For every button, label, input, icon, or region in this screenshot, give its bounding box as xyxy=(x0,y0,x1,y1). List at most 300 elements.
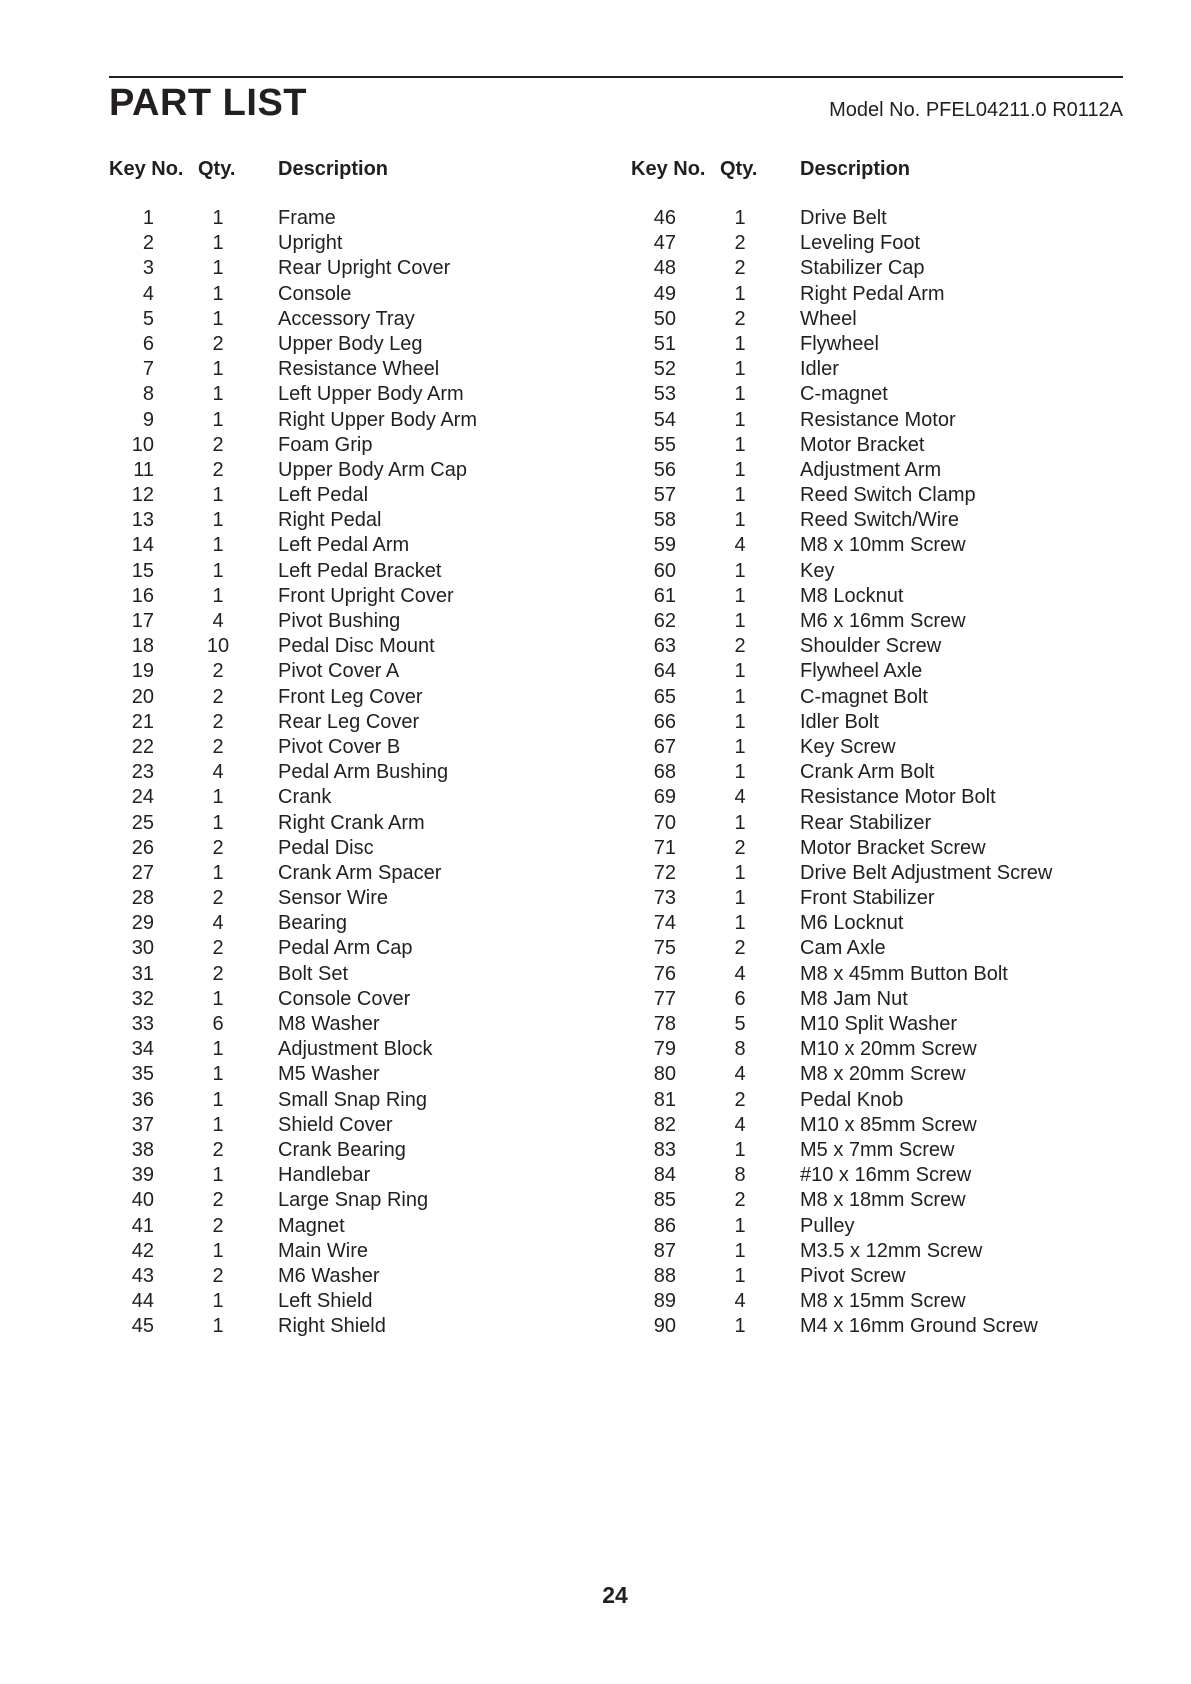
part-qty: 8 xyxy=(734,1164,746,1187)
part-row xyxy=(631,1264,1101,1289)
part-key-no: 55 xyxy=(653,433,676,456)
part-row xyxy=(109,861,579,886)
part-row xyxy=(109,710,579,735)
part-key-no: 64 xyxy=(653,660,676,683)
part-row xyxy=(631,861,1101,886)
part-qty: 1 xyxy=(734,887,746,910)
part-description: Rear Stabilizer xyxy=(800,811,932,834)
part-qty: 2 xyxy=(212,710,224,733)
part-qty: 4 xyxy=(212,761,224,784)
part-key-no: 27 xyxy=(131,861,154,884)
part-key-no: 78 xyxy=(653,1013,676,1035)
part-key-no: 20 xyxy=(131,685,154,708)
part-description: M6 Washer xyxy=(278,1264,380,1287)
part-description: Left Pedal Arm xyxy=(278,534,410,557)
part-description: Frame xyxy=(278,207,336,229)
model-number: Model No. PFEL04211.0 R0112A xyxy=(829,99,1123,121)
part-row xyxy=(109,785,579,810)
part-qty: 2 xyxy=(734,635,746,658)
part-qty: 1 xyxy=(212,1088,224,1111)
part-key-no: 9 xyxy=(142,408,154,431)
part-qty: 1 xyxy=(212,1038,224,1061)
part-key-no: 80 xyxy=(653,1063,676,1086)
part-description: Rear Upright Cover xyxy=(278,257,451,280)
part-row xyxy=(109,987,579,1012)
part-qty: 1 xyxy=(212,358,224,381)
part-qty: 1 xyxy=(734,332,746,355)
part-qty: 1 xyxy=(212,509,224,532)
header-key-no: Key No. xyxy=(631,158,706,180)
part-key-no: 66 xyxy=(653,710,676,733)
part-qty: 1 xyxy=(212,861,224,884)
part-row xyxy=(109,1037,579,1062)
part-qty: 1 xyxy=(212,408,224,431)
part-key-no: 17 xyxy=(131,610,154,632)
part-key-no: 90 xyxy=(653,1315,676,1338)
part-description: Pivot Cover A xyxy=(278,660,400,683)
part-qty: 2 xyxy=(212,1214,224,1237)
part-key-no: 42 xyxy=(131,1239,154,1262)
part-key-no: 56 xyxy=(653,458,676,481)
part-row xyxy=(631,962,1101,987)
part-key-no: 31 xyxy=(131,962,154,985)
part-row xyxy=(631,659,1101,684)
part-row xyxy=(109,1062,579,1087)
part-qty: 1 xyxy=(734,358,746,381)
header-qty: Qty. xyxy=(720,158,758,180)
part-description: Bearing xyxy=(278,912,347,935)
part-row xyxy=(109,307,579,332)
part-description: Shield Cover xyxy=(278,1113,393,1136)
part-qty: 2 xyxy=(212,685,224,708)
part-qty: 1 xyxy=(212,811,224,834)
part-description: M8 x 20mm Screw xyxy=(800,1063,966,1086)
part-key-no: 1 xyxy=(142,207,154,229)
part-description: Small Snap Ring xyxy=(278,1088,427,1111)
part-description: Reed Switch Clamp xyxy=(800,484,976,507)
part-qty: 2 xyxy=(212,433,224,456)
part-description: Stabilizer Cap xyxy=(800,257,925,280)
part-description: Flywheel Axle xyxy=(800,660,923,683)
part-description: Pedal Disc xyxy=(278,836,374,859)
part-row xyxy=(631,760,1101,785)
part-qty: 1 xyxy=(734,660,746,683)
part-key-no: 84 xyxy=(653,1164,676,1187)
part-qty: 1 xyxy=(212,232,224,255)
part-key-no: 19 xyxy=(131,660,154,683)
part-description: Sensor Wire xyxy=(278,887,389,910)
part-description: Upper Body Leg xyxy=(278,332,423,355)
part-key-no: 36 xyxy=(131,1088,154,1111)
part-description: Crank xyxy=(278,786,332,809)
part-description: Pedal Disc Mount xyxy=(278,635,435,658)
part-qty: 1 xyxy=(212,584,224,607)
part-description: Front Upright Cover xyxy=(278,584,454,607)
parts-column-left xyxy=(109,158,579,1339)
part-description: M4 x 16mm Ground Screw xyxy=(800,1315,1038,1338)
part-description: C-magnet xyxy=(800,383,888,406)
part-qty: 1 xyxy=(734,685,746,708)
part-key-no: 81 xyxy=(653,1088,676,1111)
part-row xyxy=(109,559,579,584)
part-row xyxy=(631,458,1101,483)
part-description: Leveling Foot xyxy=(800,232,921,255)
part-qty: 10 xyxy=(206,635,230,658)
part-description: Accessory Tray xyxy=(278,307,415,330)
part-key-no: 3 xyxy=(142,257,154,280)
part-description: Right Upper Body Arm xyxy=(278,408,477,431)
part-row xyxy=(109,231,579,256)
part-qty: 1 xyxy=(212,307,224,330)
part-qty: 1 xyxy=(734,710,746,733)
part-row xyxy=(631,785,1101,810)
part-qty: 2 xyxy=(212,735,224,758)
part-description: Pulley xyxy=(800,1214,855,1237)
part-key-no: 53 xyxy=(653,383,676,406)
part-key-no: 28 xyxy=(131,887,154,910)
part-description: Shoulder Screw xyxy=(800,635,942,658)
part-row xyxy=(631,559,1101,584)
part-key-no: 69 xyxy=(653,786,676,809)
part-key-no: 11 xyxy=(133,458,154,481)
part-row xyxy=(109,584,579,609)
part-description: Pedal Arm Cap xyxy=(278,937,413,960)
part-key-no: 30 xyxy=(131,937,154,960)
part-row xyxy=(109,1138,579,1163)
part-key-no: 8 xyxy=(142,383,154,406)
part-qty: 2 xyxy=(734,307,746,330)
part-row xyxy=(109,962,579,987)
part-description: Pedal Knob xyxy=(800,1088,904,1111)
part-description: Left Pedal Bracket xyxy=(278,559,442,582)
part-key-no: 34 xyxy=(131,1038,154,1061)
part-key-no: 47 xyxy=(653,232,676,255)
part-key-no: 82 xyxy=(653,1113,676,1136)
part-key-no: 46 xyxy=(653,207,676,229)
part-key-no: 79 xyxy=(653,1038,676,1061)
part-key-no: 18 xyxy=(131,635,154,658)
part-description: Crank Arm Spacer xyxy=(278,861,442,884)
part-qty: 2 xyxy=(734,257,746,280)
part-description: Key Screw xyxy=(800,735,896,758)
part-qty: 1 xyxy=(734,458,746,481)
part-key-no: 16 xyxy=(131,584,154,607)
part-row xyxy=(109,433,579,458)
part-description: Key xyxy=(800,559,835,582)
part-key-no: 43 xyxy=(131,1264,154,1287)
part-qty: 1 xyxy=(212,1063,224,1086)
part-row xyxy=(631,408,1101,433)
part-description: Resistance Wheel xyxy=(278,358,440,381)
part-key-no: 57 xyxy=(653,484,676,507)
part-qty: 1 xyxy=(734,584,746,607)
part-row xyxy=(631,1012,1101,1037)
part-qty: 2 xyxy=(734,836,746,859)
part-qty: 1 xyxy=(734,761,746,784)
part-key-no: 2 xyxy=(142,232,154,255)
part-row xyxy=(631,1314,1101,1339)
part-description: M5 Washer xyxy=(278,1063,380,1086)
part-key-no: 77 xyxy=(653,987,676,1010)
part-description: Adjustment Block xyxy=(278,1038,433,1061)
part-description: Console Cover xyxy=(278,987,411,1010)
part-description: Magnet xyxy=(278,1214,345,1237)
part-qty: 8 xyxy=(734,1038,746,1061)
part-key-no: 25 xyxy=(131,811,154,834)
part-description: M8 Jam Nut xyxy=(800,987,908,1010)
part-qty: 1 xyxy=(734,1264,746,1287)
part-description: Flywheel xyxy=(800,332,879,355)
part-row xyxy=(631,811,1101,836)
part-row xyxy=(631,685,1101,710)
part-key-no: 48 xyxy=(653,257,676,280)
part-qty: 2 xyxy=(212,458,224,481)
part-key-no: 88 xyxy=(653,1264,676,1287)
part-row xyxy=(631,735,1101,760)
part-qty: 1 xyxy=(212,484,224,507)
part-row xyxy=(631,483,1101,508)
part-description: M10 Split Washer xyxy=(800,1013,958,1035)
part-key-no: 59 xyxy=(653,534,676,557)
part-qty: 1 xyxy=(734,408,746,431)
part-row xyxy=(109,735,579,760)
part-key-no: 73 xyxy=(653,887,676,910)
part-key-no: 29 xyxy=(131,912,154,935)
part-row xyxy=(631,1188,1101,1213)
part-qty: 1 xyxy=(734,1239,746,1262)
part-qty: 1 xyxy=(734,811,746,834)
part-row xyxy=(631,231,1101,256)
part-key-no: 70 xyxy=(653,811,676,834)
part-row xyxy=(631,836,1101,861)
part-description: Crank Bearing xyxy=(278,1138,406,1161)
part-qty: 1 xyxy=(212,1239,224,1262)
part-row xyxy=(109,911,579,936)
part-key-no: 68 xyxy=(653,761,676,784)
part-row xyxy=(631,382,1101,407)
part-description: Wheel xyxy=(800,307,857,330)
part-qty: 1 xyxy=(734,1214,746,1237)
part-qty: 2 xyxy=(734,937,746,960)
part-description: Upright xyxy=(278,232,343,255)
part-qty: 2 xyxy=(212,937,224,960)
part-qty: 4 xyxy=(734,962,746,985)
part-qty: 1 xyxy=(212,1315,224,1338)
part-description: Main Wire xyxy=(278,1239,369,1262)
part-qty: 4 xyxy=(734,1063,746,1086)
part-row xyxy=(109,1264,579,1289)
part-row xyxy=(631,332,1101,357)
part-row xyxy=(109,408,579,433)
part-key-no: 39 xyxy=(131,1164,154,1187)
part-key-no: 54 xyxy=(653,408,676,431)
part-row xyxy=(109,1163,579,1188)
part-qty: 1 xyxy=(212,207,224,229)
part-row xyxy=(631,634,1101,659)
part-key-no: 15 xyxy=(131,559,154,582)
part-description: Pivot Cover B xyxy=(278,735,401,758)
part-row xyxy=(109,1113,579,1138)
part-row xyxy=(631,307,1101,332)
parts-list-right xyxy=(631,206,1101,1339)
part-qty: 2 xyxy=(212,887,224,910)
part-key-no: 74 xyxy=(653,912,676,935)
header-description: Description xyxy=(278,158,389,180)
part-key-no: 26 xyxy=(131,836,154,859)
part-description: Cam Axle xyxy=(800,937,886,960)
part-qty: 1 xyxy=(212,786,224,809)
part-key-no: 49 xyxy=(653,282,676,305)
part-description: Pivot Screw xyxy=(800,1264,906,1287)
part-description: M8 x 18mm Screw xyxy=(800,1189,966,1212)
part-description: #10 x 16mm Screw xyxy=(800,1164,972,1187)
top-rule xyxy=(109,76,1123,78)
part-key-no: 33 xyxy=(131,1013,154,1035)
part-description: M10 x 85mm Screw xyxy=(800,1113,977,1136)
part-row xyxy=(109,382,579,407)
part-qty: 2 xyxy=(212,962,224,985)
part-row xyxy=(631,911,1101,936)
part-qty: 1 xyxy=(734,861,746,884)
part-qty: 1 xyxy=(212,987,224,1010)
part-description: M6 Locknut xyxy=(800,912,904,935)
part-qty: 1 xyxy=(212,282,224,305)
part-row xyxy=(631,1239,1101,1264)
part-description: Right Pedal xyxy=(278,509,382,532)
header-description: Description xyxy=(800,158,911,180)
part-description: Right Shield xyxy=(278,1315,386,1338)
part-key-no: 76 xyxy=(653,962,676,985)
part-key-no: 89 xyxy=(653,1290,676,1313)
part-qty: 1 xyxy=(734,509,746,532)
part-key-no: 38 xyxy=(131,1138,154,1161)
part-row xyxy=(631,433,1101,458)
part-key-no: 7 xyxy=(142,358,154,381)
part-row xyxy=(631,710,1101,735)
part-description: Resistance Motor Bolt xyxy=(800,786,996,809)
part-key-no: 22 xyxy=(131,735,154,758)
part-row xyxy=(109,1088,579,1113)
part-row xyxy=(109,634,579,659)
part-row xyxy=(109,282,579,307)
part-key-no: 51 xyxy=(653,332,676,355)
part-qty: 1 xyxy=(734,282,746,305)
part-qty: 1 xyxy=(734,610,746,632)
part-qty: 4 xyxy=(734,1113,746,1136)
part-row xyxy=(631,886,1101,911)
part-row xyxy=(109,1012,579,1037)
part-row xyxy=(109,1239,579,1264)
part-description: Left Upper Body Arm xyxy=(278,383,464,406)
part-description: Idler Bolt xyxy=(800,710,879,733)
part-qty: 2 xyxy=(212,1264,224,1287)
part-qty: 1 xyxy=(212,1290,224,1313)
part-description: M8 x 15mm Screw xyxy=(800,1290,966,1313)
part-description: M8 x 10mm Screw xyxy=(800,534,966,557)
column-header xyxy=(109,158,579,186)
part-description: M8 Washer xyxy=(278,1013,380,1035)
part-description: Left Pedal xyxy=(278,484,369,507)
part-qty: 1 xyxy=(734,912,746,935)
part-key-no: 58 xyxy=(653,509,676,532)
part-row xyxy=(631,508,1101,533)
page-number: 24 xyxy=(602,1582,628,1608)
part-key-no: 14 xyxy=(131,534,154,557)
part-description: M5 x 7mm Screw xyxy=(800,1138,955,1161)
part-description: Pivot Bushing xyxy=(278,610,401,632)
part-qty: 1 xyxy=(734,484,746,507)
part-description: Resistance Motor xyxy=(800,408,956,431)
part-qty: 6 xyxy=(212,1013,224,1035)
part-key-no: 23 xyxy=(131,761,154,784)
part-row xyxy=(109,609,579,634)
part-row xyxy=(109,357,579,382)
part-row xyxy=(109,332,579,357)
part-qty: 4 xyxy=(212,912,224,935)
part-qty: 2 xyxy=(734,232,746,255)
part-row xyxy=(631,1138,1101,1163)
part-qty: 1 xyxy=(734,383,746,406)
part-row xyxy=(631,206,1101,231)
part-key-no: 67 xyxy=(653,735,676,758)
part-qty: 2 xyxy=(212,332,224,355)
part-qty: 1 xyxy=(734,1315,746,1338)
part-row xyxy=(109,458,579,483)
part-description: Rear Leg Cover xyxy=(278,710,420,733)
part-key-no: 50 xyxy=(653,307,676,330)
part-qty: 1 xyxy=(212,1164,224,1187)
part-description: M10 x 20mm Screw xyxy=(800,1038,977,1061)
part-key-no: 72 xyxy=(653,861,676,884)
part-description: Front Leg Cover xyxy=(278,685,423,708)
part-key-no: 40 xyxy=(131,1189,154,1212)
part-description: Front Stabilizer xyxy=(800,887,935,910)
part-description: Foam Grip xyxy=(278,433,373,456)
part-qty: 4 xyxy=(734,786,746,809)
header-key-no: Key No. xyxy=(109,158,184,180)
part-key-no: 13 xyxy=(131,509,154,532)
part-key-no: 44 xyxy=(131,1290,154,1313)
part-qty: 1 xyxy=(212,383,224,406)
part-key-no: 35 xyxy=(131,1063,154,1086)
part-qty: 1 xyxy=(734,735,746,758)
part-row xyxy=(109,811,579,836)
part-row xyxy=(109,1289,579,1314)
parts-list-left xyxy=(109,206,579,1339)
part-row xyxy=(109,1188,579,1213)
part-row xyxy=(631,936,1101,961)
part-description: Pedal Arm Bushing xyxy=(278,761,449,784)
part-qty: 4 xyxy=(734,1290,746,1313)
part-description: Bolt Set xyxy=(278,962,349,985)
part-qty: 1 xyxy=(212,1113,224,1136)
part-qty: 2 xyxy=(212,836,224,859)
part-key-no: 45 xyxy=(131,1315,154,1338)
part-description: Adjustment Arm xyxy=(800,458,942,481)
part-qty: 2 xyxy=(212,660,224,683)
part-key-no: 12 xyxy=(131,484,154,507)
part-row xyxy=(631,987,1101,1012)
part-description: Right Crank Arm xyxy=(278,811,425,834)
part-key-no: 4 xyxy=(142,282,154,305)
part-qty: 2 xyxy=(734,1189,746,1212)
part-row xyxy=(631,1088,1101,1113)
part-key-no: 5 xyxy=(142,307,154,330)
column-header xyxy=(631,158,1101,186)
part-key-no: 37 xyxy=(131,1113,154,1136)
part-row xyxy=(631,1113,1101,1138)
part-description: Motor Bracket xyxy=(800,433,925,456)
